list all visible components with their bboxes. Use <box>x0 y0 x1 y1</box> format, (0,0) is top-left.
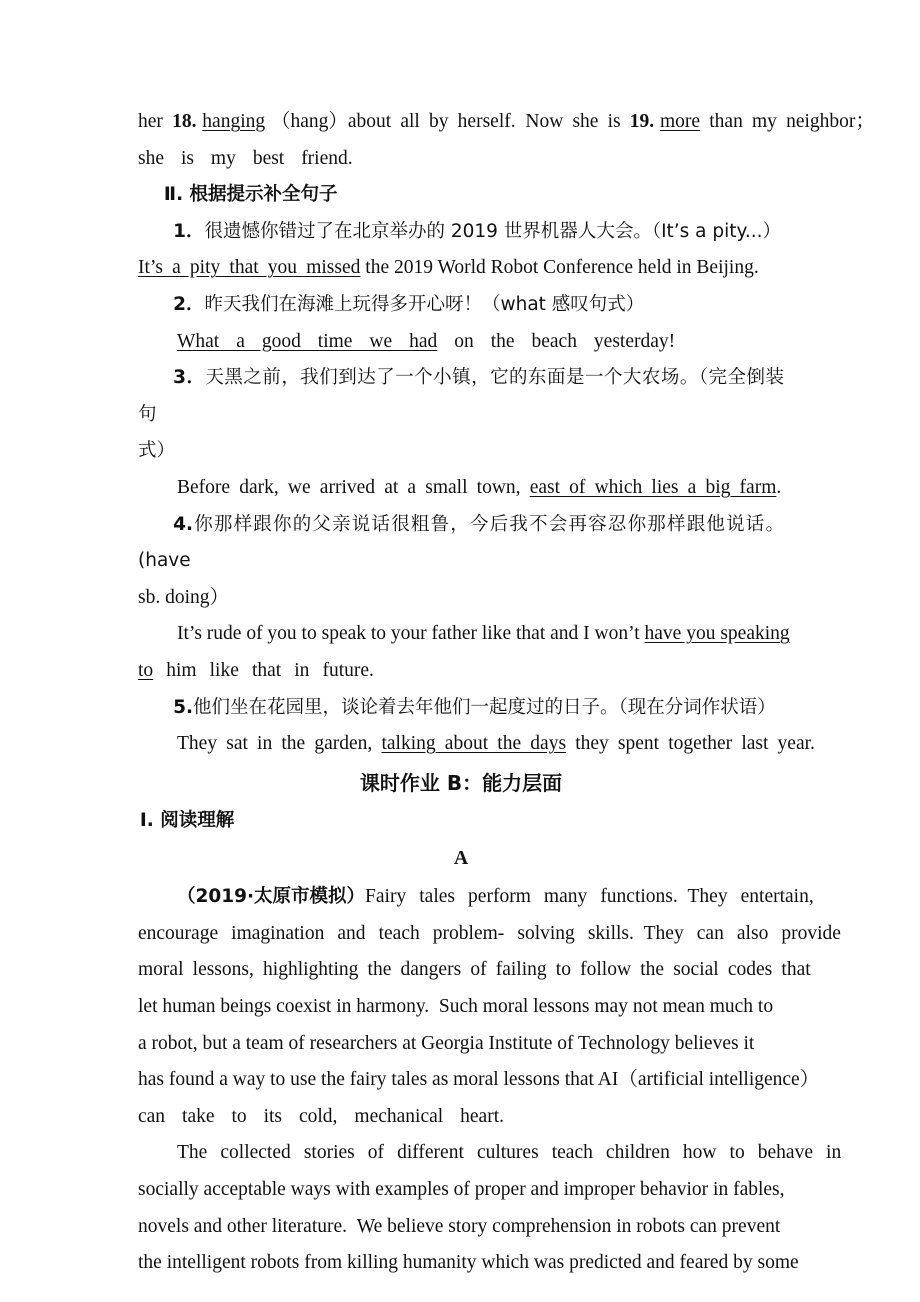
item-3-answer-underlined: east of which lies a big farm <box>529 476 777 498</box>
exercise-item-1-prompt <box>138 214 784 251</box>
passage-p2-line-3: novels and other literature. We believe story comprehension in robots can prevent <box>138 1215 781 1237</box>
exercise-item-5-answer <box>138 726 815 763</box>
exercise-item-4-prompt <box>138 507 784 580</box>
continuation-text-a: her <box>138 111 173 132</box>
passage-p1-line-6: has found a way to use the fairy tales as moral lessons that AI（artificial intelligence） <box>138 1069 820 1091</box>
exercise-item-3-prompt-wrap <box>138 433 784 470</box>
exercise-item-2-prompt <box>138 287 784 324</box>
exercise-item-4-answer-wrap <box>138 653 784 690</box>
item-1-prompt-text: 很遗憾你错过了在北京举办的 2019 世界机器人大会。（It’s a pity...） <box>204 220 781 242</box>
passage-p1-line-7: can take to its cold, mechanical heart. <box>138 1105 504 1127</box>
exercise-item-3-prompt <box>138 360 784 433</box>
item-1-answer-rest: the 2019 World Robot Conference held in Beijing. <box>360 257 759 279</box>
passage-p2-line-2: socially acceptable ways with examples of proper and improper behavior in fables, <box>138 1179 785 1201</box>
answer-19: more <box>660 111 701 132</box>
item-5-answer-underlined: talking about the days <box>381 733 567 755</box>
item-5-prompt-text: 他们坐在花园里，谈论着去年他们一起度过的日子。（现在分词作状语） <box>193 696 776 718</box>
item-3-prompt-wrap-text: 式） <box>138 440 176 462</box>
passage-p1-line-1-text: Fairy tales perform many functions. They entertain, <box>365 886 814 908</box>
item-3-answer-pre: Before dark, we arrived at a small town, <box>177 476 530 498</box>
exercise-item-2-answer <box>138 324 784 361</box>
item-3-number: 3． <box>173 367 206 389</box>
continuation-text-c: than my neighbor； <box>700 111 875 132</box>
exercise-item-1-answer <box>138 250 784 287</box>
passage-p2-line-1: The collected stories of different cultures teach children how to behave in <box>177 1142 842 1164</box>
passage-p1-line-1 <box>138 879 814 916</box>
homework-section-heading: 课时作业 B：能力层面 <box>359 770 563 795</box>
item-4-answer-underlined: have you speaking <box>644 623 790 645</box>
item-4-prompt-text: 你那样跟你的父亲说话很粗鲁，今后我不会再容忍你那样跟他说话。(have <box>138 513 784 572</box>
passage-source-tag: （2019·太原市模拟） <box>177 886 366 908</box>
item-2-number: 2． <box>173 293 205 315</box>
item-1-answer-underlined: It’s a pity that you missed <box>138 257 361 279</box>
continuation-text-b: （hang）about all by herself. Now she is <box>270 111 630 132</box>
page-content <box>138 104 875 1282</box>
item-2-answer-underlined: What a good time we had <box>177 330 438 352</box>
blank-number-18: 18. <box>172 111 197 132</box>
section-heading-2: Ⅱ. 根据提示补全句子 <box>163 184 338 206</box>
exercise-item-4-prompt-wrap <box>138 580 784 617</box>
item-4-answer-pre: It’s rude of you to speak to your father like that and I won’t <box>177 623 645 645</box>
passage-p1-line-5: a robot, but a team of researchers at Georgia Institute of Technology believes it <box>138 1032 755 1054</box>
exercise-item-4-answer <box>138 616 790 653</box>
item-5-answer-rest: they spent together last year. <box>566 733 815 755</box>
item-3-answer-rest: . <box>776 476 782 498</box>
blank-number-19: 19. <box>629 111 655 132</box>
item-2-answer-rest: on the beach yesterday! <box>437 330 676 352</box>
exercise-item-5-prompt <box>138 690 784 727</box>
section-heading-reading: Ⅰ. 阅读理解 <box>139 809 235 831</box>
item-2-prompt-text: 昨天我们在海滩上玩得多开心呀！（what 感叹句式） <box>204 293 645 315</box>
item-1-number: 1． <box>173 220 205 242</box>
exercise-item-3-answer <box>138 470 784 507</box>
item-4-answer-rest: him like that in future. <box>153 659 374 681</box>
item-3-prompt-text: 天黑之前，我们到达了一个小镇，它的东面是一个大农场。（完全倒装句 <box>138 367 784 425</box>
passage-p2-line-4: the intelligent robots from killing humanity which was predicted and feared by some <box>138 1252 799 1274</box>
continuation-line-2: she is my best friend. <box>138 147 353 169</box>
item-4-number: 4. <box>173 513 193 535</box>
passage-p1-line-2: encourage imagination and teach problem- solving skills. They can also provide <box>138 922 841 944</box>
item-4-prompt-wrap-text: sb. doing） <box>138 586 230 608</box>
passage-letter-a: A <box>453 848 469 870</box>
passage-p1-line-3: moral lessons, highlighting the dangers of failing to follow the social codes that <box>138 959 811 981</box>
answer-18: hanging <box>202 111 266 132</box>
item-5-answer-pre: They sat in the garden, <box>177 733 382 755</box>
item-4-answer-underlined-wrap: to <box>138 659 154 681</box>
continuation-line-1 <box>138 104 875 141</box>
item-5-number: 5. <box>173 696 193 718</box>
passage-p1-line-4: let human beings coexist in harmony. Such moral lessons may not mean much to <box>138 996 774 1018</box>
